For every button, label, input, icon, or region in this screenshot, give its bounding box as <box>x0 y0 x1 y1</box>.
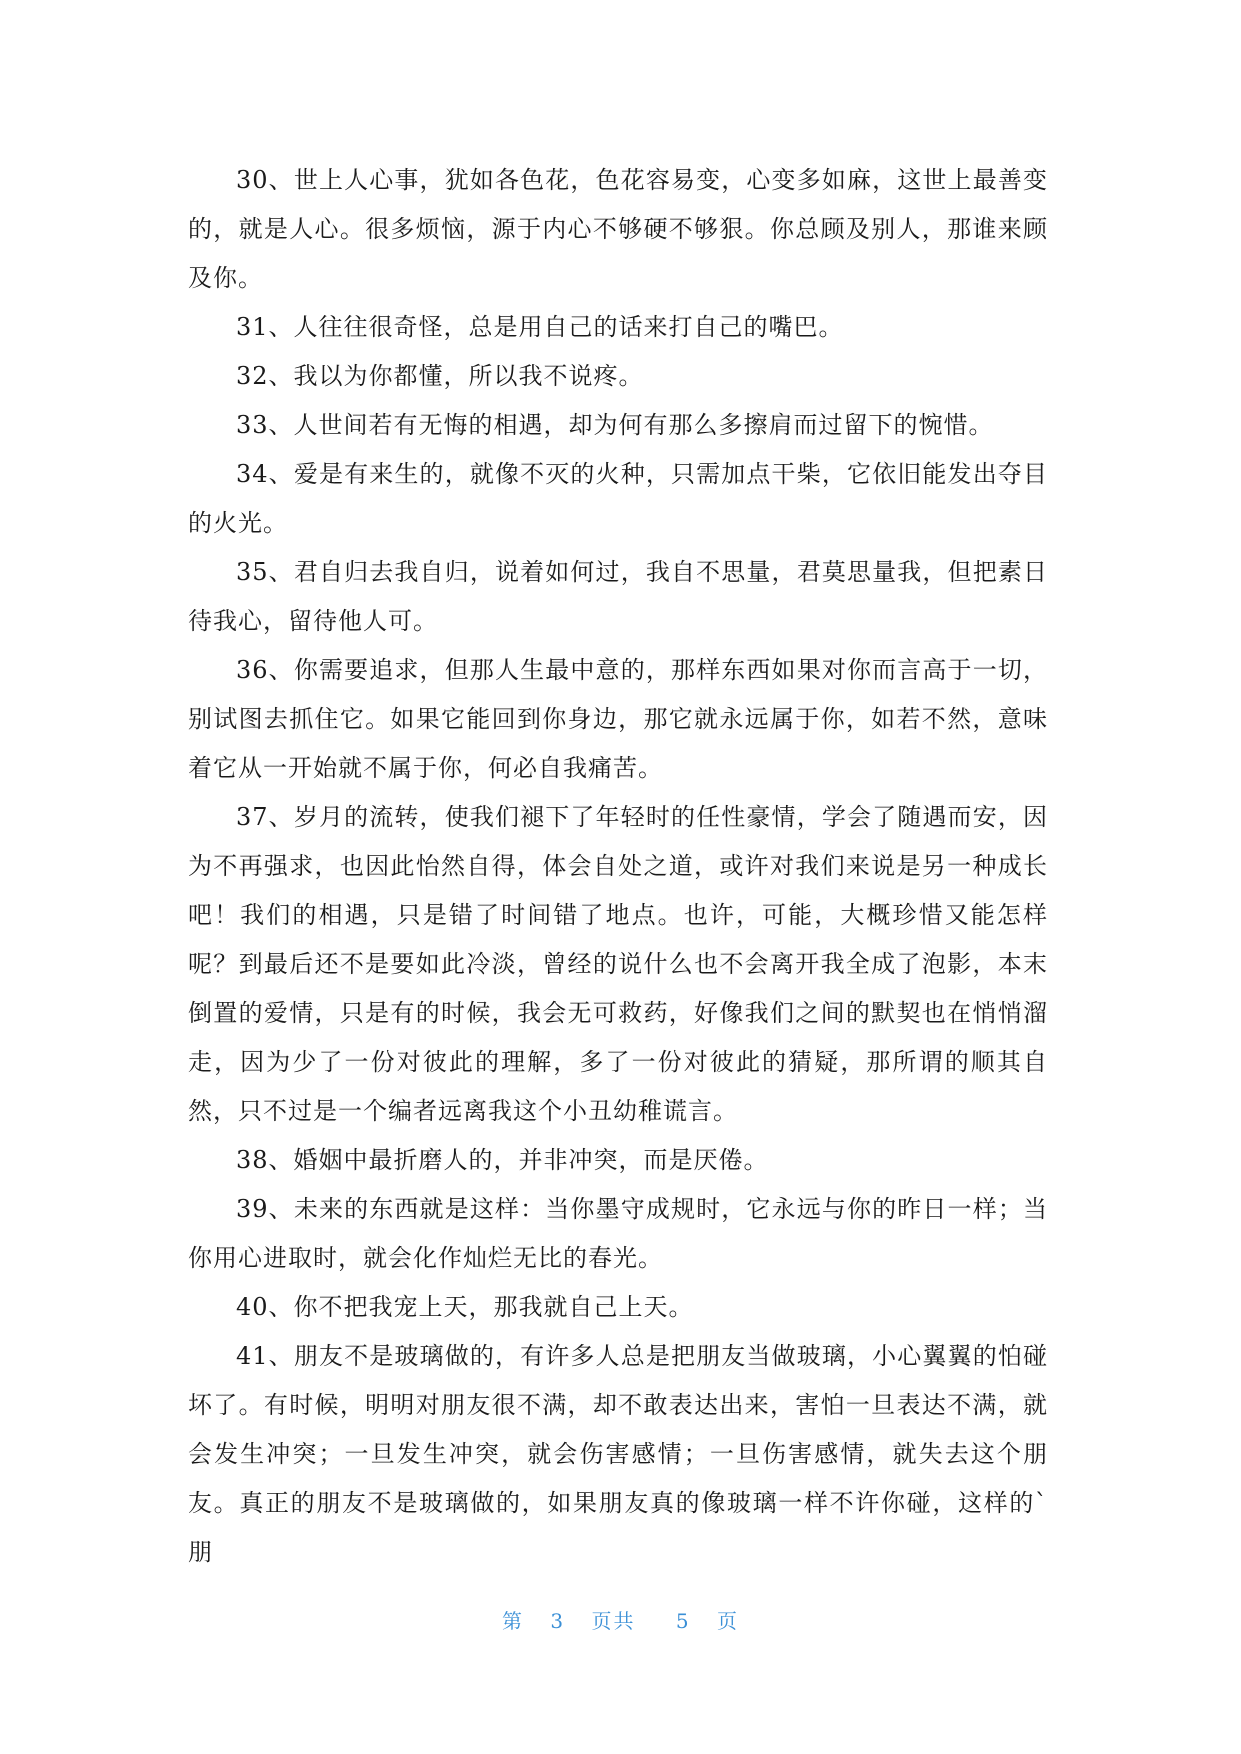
footer-middle: 页共 <box>591 1609 636 1633</box>
page-footer <box>0 1605 1241 1634</box>
paragraph-37: 37、岁月的流转，使我们褪下了年轻时的任性豪情，学会了随遇而安，因为不再强求，也因此怡然自得，体会自处之道，或许对我们来说是另一种成长吧！我们的相遇，只是错了时间错了地点。也许，可能，大概珍惜又能怎样呢？到最后还不是要如此冷淡，曾经的说什么也不会离开我全成了泡影，本末倒置的爱情，只是有的时候，我会无可救药，好像我们之间的默契也在悄悄溜走，因为少了一份对彼此的理解，多了一份对彼此的猜疑，那所谓的顺其自然，只不过是一个编者远离我这个小丑幼稚谎言。 <box>188 803 1048 1125</box>
paragraph-32: 32、我以为你都懂，所以我不说疼。 <box>236 362 644 390</box>
paragraph-35: 35、君自归去我自归，说着如何过，我自不思量，君莫思量我，但把素日待我心，留待他人可。 <box>188 558 1048 635</box>
current-page-number: 3 <box>550 1609 566 1633</box>
paragraph-39: 39、未来的东西就是这样：当你墨守成规时，它永远与你的昨日一样；当你用心进取时，就会化作灿烂无比的春光。 <box>188 1195 1048 1272</box>
document-body <box>188 156 1048 1577</box>
footer-prefix: 第 <box>502 1609 525 1633</box>
paragraph-36: 36、你需要追求，但那人生最中意的，那样东西如果对你而言高于一切，别试图去抓住它。如果它能回到你身边，那它就永远属于你，如若不然，意味着它从一开始就不属于你，何必自我痛苦。 <box>188 656 1048 782</box>
paragraph-33: 33、人世间若有无悔的相遇，却为何有那么多擦肩而过留下的惋惜。 <box>236 411 994 439</box>
paragraph-38: 38、婚姻中最折磨人的，并非冲突，而是厌倦。 <box>236 1146 769 1174</box>
paragraph-31: 31、人往往很奇怪，总是用自己的话来打自己的嘴巴。 <box>236 313 844 341</box>
paragraph-40: 40、你不把我宠上天，那我就自己上天。 <box>236 1293 694 1321</box>
total-pages-number: 5 <box>675 1609 691 1633</box>
paragraph-34: 34、爱是有来生的，就像不灭的火种，只需加点干柴，它依旧能发出夺目的火光。 <box>188 460 1048 537</box>
paragraph-30: 30、世上人心事，犹如各色花，色花容易变，心变多如麻，这世上最善变的，就是人心。很多烦恼，源于内心不够硬不够狠。你总顾及别人，那谁来顾及你。 <box>188 166 1048 292</box>
paragraph-41: 41、朋友不是玻璃做的，有许多人总是把朋友当做玻璃，小心翼翼的怕碰坏了。有时候，明明对朋友很不满，却不敢表达出来，害怕一旦表达不满，就会发生冲突；一旦发生冲突，就会伤害感情；一旦伤害感情，就失去这个朋友。真正的朋友不是玻璃做的，如果朋友真的像玻璃一样不许你碰，这样的`朋 <box>188 1342 1048 1566</box>
footer-suffix: 页 <box>716 1609 739 1633</box>
